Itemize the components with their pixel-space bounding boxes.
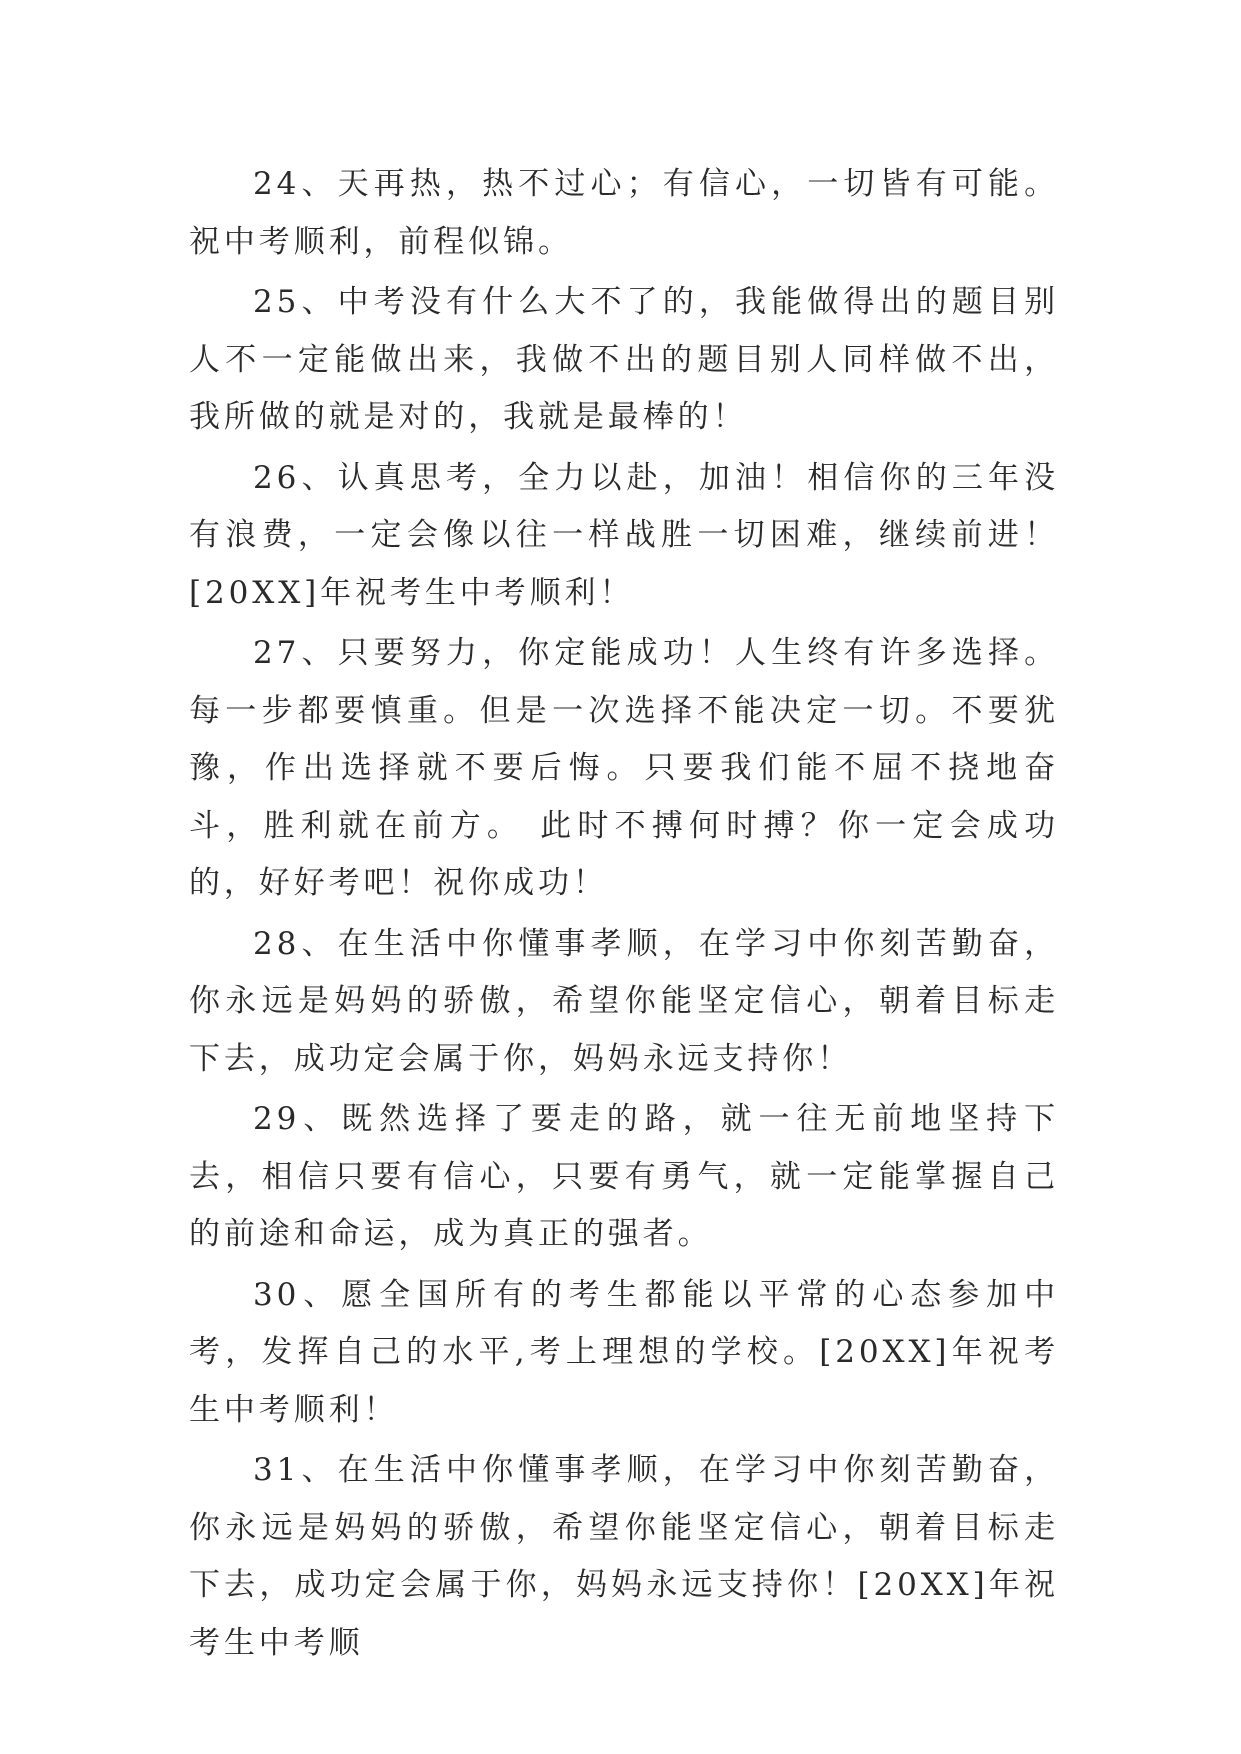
paragraph-28: 28、在生活中你懂事孝顺，在学习中你刻苦勤奋，你永远是妈妈的骄傲，希望你能坚定信心，朝着目标走下去，成功定会属于你，妈妈永远支持你！ <box>189 925 1059 1077</box>
paragraph-26: 26、认真思考，全力以赴，加油！相信你的三年没有浪费，一定会像以往一样战胜一切困难，继续前进！[20XX]年祝考生中考顺利！ <box>189 459 1059 611</box>
document-body <box>189 156 1059 1675</box>
paragraph-25: 25、中考没有什么大不了的，我能做得出的题目别人不一定能做出来，我做不出的题目别人同样做不出，我所做的就是对的，我就是最棒的！ <box>189 284 1059 435</box>
paragraph-24: 24、天再热，热不过心；有信心，一切皆有可能。祝中考顺利，前程似锦。 <box>189 166 1059 260</box>
paragraph-30: 30、愿全国所有的考生都能以平常的心态参加中考，发挥自己的水平,考上理想的学校。[20XX]年祝考生中考顺利！ <box>189 1276 1059 1428</box>
paragraph-27: 27、只要努力，你定能成功！人生终有许多选择。每一步都要慎重。但是一次选择不能决定一切。不要犹豫，作出选择就不要后悔。只要我们能不屈不挠地奋斗，胜利就在前方。 此时不搏何时搏？你一定会成功的，好好考吧！祝你成功！ <box>189 635 1059 901</box>
paragraph-29: 29、既然选择了要走的路，就一往无前地坚持下去，相信只要有信心，只要有勇气，就一定能掌握自己的前途和命运，成为真正的强者。 <box>189 1101 1059 1252</box>
paragraph-31: 31、在生活中你懂事孝顺，在学习中你刻苦勤奋，你永远是妈妈的骄傲，希望你能坚定信心，朝着目标走下去，成功定会属于你，妈妈永远支持你！[20XX]年祝考生中考顺 <box>189 1452 1059 1661</box>
